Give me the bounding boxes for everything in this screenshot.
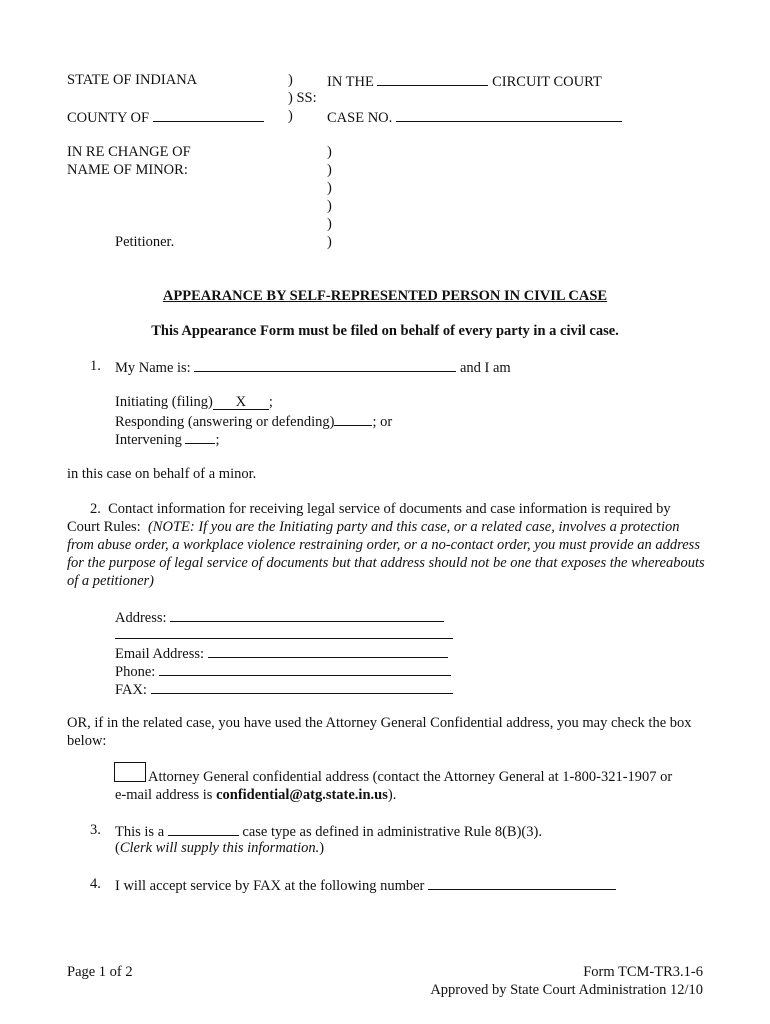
county-label: COUNTY OF <box>67 110 150 126</box>
county-field[interactable] <box>153 107 264 122</box>
ag-confidential-checkbox[interactable] <box>114 762 146 782</box>
in-re-line1: IN RE CHANGE OF <box>67 144 191 160</box>
ag-line1: Attorney General confidential address (contact the Attorney General at 1-800-321-1907 or <box>148 769 673 785</box>
my-name-line <box>115 357 511 377</box>
intervening-suffix: ; <box>215 432 220 448</box>
address-field[interactable] <box>170 607 444 622</box>
item4-number: 4. <box>90 876 101 892</box>
email-label: Email Address: <box>115 646 205 662</box>
fax-field[interactable] <box>151 679 453 694</box>
ag-email: confidential@atg.state.in.us <box>216 787 388 803</box>
caption-paren: ) <box>327 180 332 196</box>
court-line <box>327 71 602 91</box>
responding-suffix: ; or <box>372 414 393 430</box>
caption-paren: ) <box>327 234 332 250</box>
item4-text: I will accept service by FAX at the following number <box>115 878 425 894</box>
behalf-text: in this case on behalf of a minor. <box>67 466 257 482</box>
item4-line <box>115 875 616 895</box>
initiating-suffix: ; <box>268 394 273 410</box>
clerk-text: Clerk will supply this information. <box>119 840 320 856</box>
and-i-am-label: and I am <box>459 360 511 376</box>
ag-line2-suffix: ). <box>387 787 397 803</box>
case-no-line <box>327 107 622 127</box>
in-re-line2: NAME OF MINOR: <box>67 162 188 178</box>
form-title: APPEARANCE BY SELF-REPRESENTED PERSON IN CIVIL CASE <box>162 288 608 304</box>
responding-label: Responding (answering or defending) <box>115 414 335 430</box>
caption-paren: ) <box>327 144 332 160</box>
address-line <box>115 607 444 627</box>
intervening-line <box>115 429 220 449</box>
in-the-label: IN THE <box>327 74 374 90</box>
address-label: Address: <box>115 610 167 626</box>
item2-note: (NOTE: If you are the Initiating party and this case, or a related case, involves a protection from abuse order, a workplace violence restraining order, or a no-contact order, you must provide an address for the purpose of legal service of documents but that address should not be one that exposes the whereabouts of a petitioner) <box>67 519 705 589</box>
responding-line <box>115 411 392 431</box>
initiating-field[interactable]: X <box>213 395 269 410</box>
county-line <box>67 107 264 127</box>
ag-line2-prefix: e-mail address is <box>115 787 213 803</box>
address-field-line2[interactable] <box>115 638 453 639</box>
phone-field[interactable] <box>159 661 451 676</box>
item2-text: Contact information for receiving legal service of documents and case information is required by Court Rules: <box>67 501 671 535</box>
circuit-court-label: CIRCUIT COURT <box>492 74 602 90</box>
item2-paragraph <box>67 500 707 590</box>
caption-paren: ) <box>327 162 332 178</box>
form-number: Form TCM-TR3.1-6 <box>583 964 703 980</box>
case-type-field[interactable] <box>168 821 239 836</box>
item3-line <box>115 821 542 841</box>
ag-line2 <box>115 786 396 804</box>
case-type-label: case type as defined in administrative Rule 8(B)(3). <box>242 824 542 840</box>
this-is-a-label: This is a <box>115 824 165 840</box>
fax-line <box>115 679 453 699</box>
item1-number: 1. <box>90 358 101 374</box>
court-name-field[interactable] <box>377 71 488 86</box>
clerk-close: ) <box>319 840 325 856</box>
caption-paren: ) <box>288 108 293 124</box>
approved-text: Approved by State Court Administration 12/10 <box>430 982 703 998</box>
item2-number: 2. <box>90 501 101 517</box>
fax-number-field[interactable] <box>428 875 616 890</box>
page-number: Page 1 of 2 <box>67 964 133 980</box>
caption-paren: ) <box>327 198 332 214</box>
intervening-field[interactable] <box>185 429 215 444</box>
or-paragraph: OR, if in the related case, you have used the Attorney General Confidential address, you may check the box below: <box>67 715 692 749</box>
petitioner-label: Petitioner. <box>115 234 175 250</box>
phone-label: Phone: <box>115 664 156 680</box>
intervening-label: Intervening <box>115 432 182 448</box>
fax-label: FAX: <box>115 682 147 698</box>
email-line <box>115 643 448 663</box>
my-name-label: My Name is: <box>115 360 191 376</box>
case-no-field[interactable] <box>396 107 622 122</box>
caption-paren: ) <box>288 72 293 88</box>
clerk-note <box>115 839 324 857</box>
responding-field[interactable] <box>334 411 372 426</box>
email-field[interactable] <box>208 643 448 658</box>
caption-paren: ) <box>327 216 332 232</box>
clerk-open: ( <box>115 840 120 856</box>
case-no-label: CASE NO. <box>327 110 393 126</box>
state-label: STATE OF INDIANA <box>67 72 198 88</box>
form-subtitle: This Appearance Form must be filed on behalf of every party in a civil case. <box>151 323 619 339</box>
initiating-line <box>115 393 273 411</box>
initiating-label: Initiating (filing) <box>115 394 213 410</box>
phone-line <box>115 661 451 681</box>
ss-label: ) SS: <box>288 90 317 106</box>
my-name-field[interactable] <box>194 357 456 372</box>
item3-number: 3. <box>90 822 101 838</box>
